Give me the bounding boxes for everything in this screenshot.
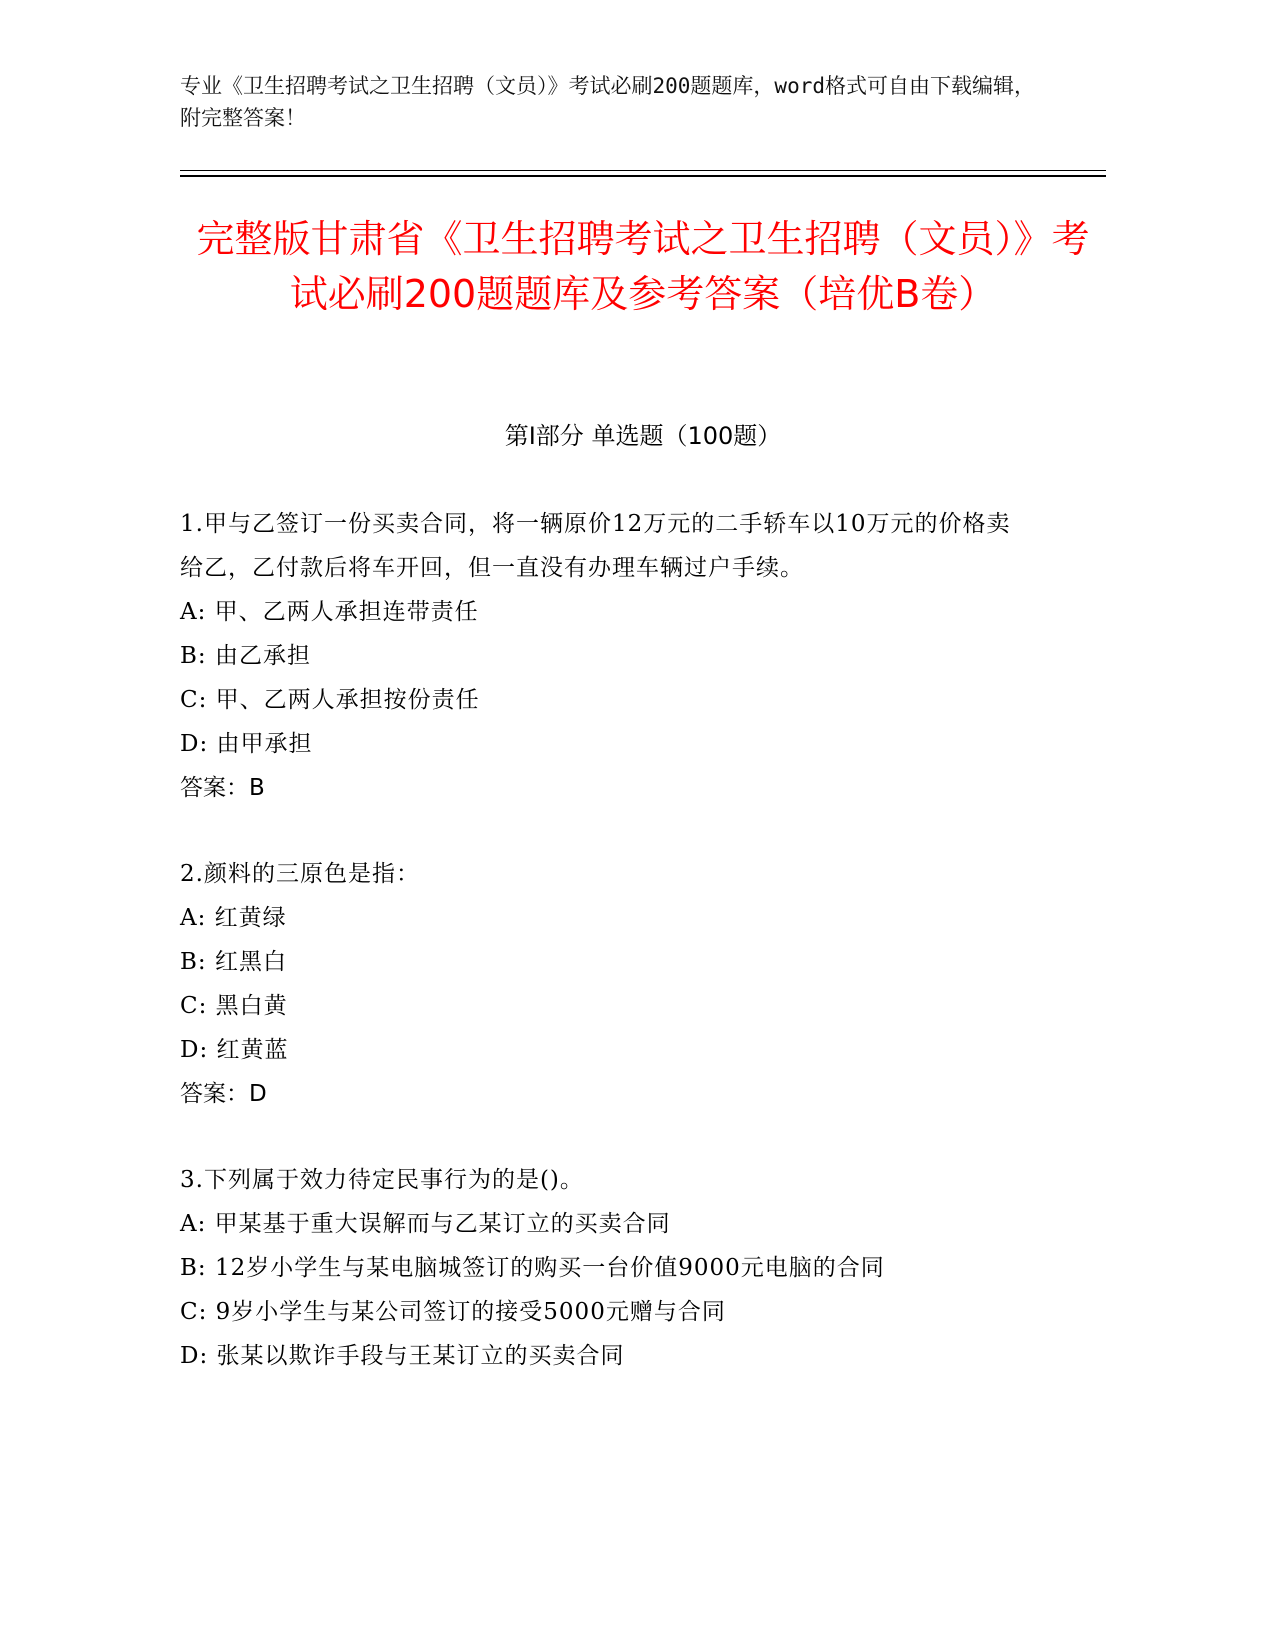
answer: 答案：D — [180, 1081, 267, 1107]
option-d: D: 张某以欺诈手段与王某订立的买卖合同 — [180, 1343, 625, 1369]
option-b: B: 由乙承担 — [180, 643, 311, 669]
document-title: 完整版甘肃省《卫生招聘考试之卫生招聘（文员）》考试必刷200题题库及参考答案（培优B卷） — [196, 217, 1090, 316]
option-d: D: 红黄蓝 — [180, 1037, 289, 1063]
question-stem: 1.甲与乙签订一份买卖合同，将一辆原价12万元的二手轿车以10万元的价格卖给乙，乙付款后将车开回，但一直没有办理车辆过户手续。 — [180, 511, 1011, 581]
answer: 答案：B — [180, 775, 265, 801]
question-2 — [180, 852, 1020, 1116]
question-stem: 2.颜料的三原色是指： — [180, 861, 420, 887]
question-1 — [180, 502, 1020, 810]
question-3 — [180, 1158, 1020, 1378]
question-list — [180, 502, 1020, 1420]
header-rule-thick — [180, 175, 1106, 177]
option-a: A: 甲、乙两人承担连带责任 — [180, 599, 479, 625]
header-note: 专业《卫生招聘考试之卫生招聘（文员）》考试必刷200题题库，word格式可自由下载编辑，附完整答案！ — [180, 74, 1035, 130]
option-c: C: 9岁小学生与某公司签订的接受5000元赠与合同 — [180, 1299, 726, 1325]
option-d: D: 由甲承担 — [180, 731, 313, 757]
option-a: A: 甲某基于重大误解而与乙某订立的买卖合同 — [180, 1211, 671, 1237]
option-a: A: 红黄绿 — [180, 905, 287, 931]
option-c: C: 黑白黄 — [180, 993, 288, 1019]
option-b: B: 12岁小学生与某电脑城签订的购买一台价值9000元电脑的合同 — [180, 1255, 885, 1281]
section-title: 第I部分 单选题（100题） — [504, 422, 782, 450]
header-rule-thin — [180, 170, 1106, 171]
question-stem: 3.下列属于效力待定民事行为的是()。 — [180, 1167, 584, 1193]
option-b: B: 红黑白 — [180, 949, 287, 975]
option-c: C: 甲、乙两人承担按份责任 — [180, 687, 480, 713]
